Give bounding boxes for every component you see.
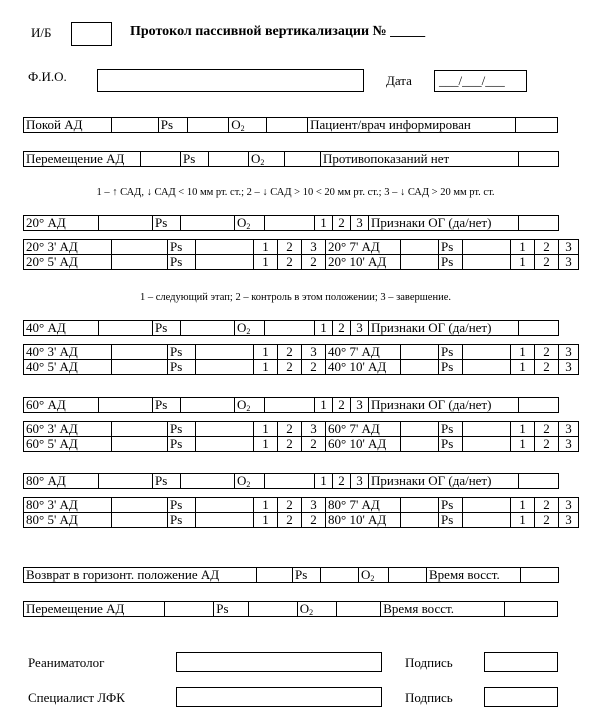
ps-cell-right[interactable] bbox=[463, 513, 511, 528]
option-b[interactable]: 2 bbox=[278, 422, 302, 437]
bp-cell-left[interactable] bbox=[112, 437, 168, 452]
option-a[interactable]: 1 bbox=[254, 422, 278, 437]
ib-number-field[interactable] bbox=[71, 22, 112, 46]
bp-cell-right[interactable] bbox=[401, 345, 439, 360]
return-bp-cell[interactable] bbox=[257, 568, 293, 583]
orthostatic-signs-label: Признаки ОГ (да/нет) bbox=[369, 321, 519, 336]
time-label-left: 60° 3' АД bbox=[24, 422, 112, 437]
date-placeholder: ___/___/___ bbox=[439, 73, 505, 88]
bp-cell-left[interactable] bbox=[112, 240, 168, 255]
return-label: Возврат в горизонт. положение АД bbox=[24, 568, 257, 583]
option-c[interactable]: 2 bbox=[302, 437, 326, 452]
option-c[interactable]: 2 bbox=[302, 360, 326, 375]
option-d[interactable]: 1 bbox=[511, 255, 535, 270]
return-recovery-label: Время восст. bbox=[427, 568, 521, 583]
bp-cell-right[interactable] bbox=[401, 513, 439, 528]
ps-cell-left[interactable] bbox=[196, 498, 254, 513]
option-2[interactable]: 2 bbox=[333, 216, 351, 231]
bp-cell-right[interactable] bbox=[401, 360, 439, 375]
bp-cell-left[interactable] bbox=[112, 360, 168, 375]
time-label-right: 40° 7' АД bbox=[326, 345, 401, 360]
orthostatic-signs-label: Признаки ОГ (да/нет) bbox=[369, 216, 519, 231]
option-d[interactable]: 1 bbox=[511, 437, 535, 452]
angle-label: 80° АД bbox=[24, 474, 99, 489]
rest-o2-cell[interactable] bbox=[266, 118, 307, 133]
option-1[interactable]: 1 bbox=[315, 474, 333, 489]
angle-bp-cell[interactable] bbox=[99, 321, 153, 336]
option-3[interactable]: 3 bbox=[351, 321, 369, 336]
ps-cell-left[interactable] bbox=[196, 240, 254, 255]
move2-label: Перемещение АД bbox=[24, 602, 165, 617]
time-label-left: 40° 5' АД bbox=[24, 360, 112, 375]
ps-label-left: Ps bbox=[168, 498, 196, 513]
option-3[interactable]: 3 bbox=[351, 216, 369, 231]
ps-label-right: Ps bbox=[439, 513, 463, 528]
ps-cell-right[interactable] bbox=[463, 422, 511, 437]
angle-time-table bbox=[23, 239, 579, 270]
time-label-right: 80° 7' АД bbox=[326, 498, 401, 513]
option-f[interactable]: 3 bbox=[559, 513, 579, 528]
option-e[interactable]: 2 bbox=[535, 513, 559, 528]
move2-o2-label: $O_2$ bbox=[297, 602, 336, 617]
option-a[interactable]: 1 bbox=[254, 345, 278, 360]
ib-label: И/Б bbox=[31, 25, 52, 40]
option-d[interactable]: 1 bbox=[511, 498, 535, 513]
move-table bbox=[23, 151, 559, 167]
rest-label: Покой АД bbox=[24, 118, 112, 133]
option-e[interactable]: 2 bbox=[535, 345, 559, 360]
time-label-right: 20° 10' АД bbox=[326, 255, 401, 270]
ps-label-right: Ps bbox=[439, 345, 463, 360]
option-2[interactable]: 2 bbox=[333, 321, 351, 336]
ps-cell[interactable] bbox=[181, 321, 235, 336]
move2-ps-label: Ps bbox=[214, 602, 248, 617]
ps-cell-right[interactable] bbox=[463, 360, 511, 375]
ps-cell-right[interactable] bbox=[463, 498, 511, 513]
role-label-lfk: Специалист ЛФК bbox=[28, 690, 125, 705]
ps-label: Ps bbox=[153, 216, 181, 231]
option-d[interactable]: 1 bbox=[511, 345, 535, 360]
angle-top-table bbox=[23, 473, 559, 489]
ps-label-right: Ps bbox=[439, 360, 463, 375]
bp-cell-left[interactable] bbox=[112, 255, 168, 270]
bp-cell-right[interactable] bbox=[401, 255, 439, 270]
move-label: Перемещение АД bbox=[24, 152, 141, 167]
ps-cell[interactable] bbox=[181, 474, 235, 489]
option-3[interactable]: 3 bbox=[351, 398, 369, 413]
ps-cell[interactable] bbox=[181, 216, 235, 231]
option-b[interactable]: 2 bbox=[278, 437, 302, 452]
angle-time-table bbox=[23, 497, 579, 528]
bp-cell-right[interactable] bbox=[401, 437, 439, 452]
option-a[interactable]: 1 bbox=[254, 498, 278, 513]
page-title: Протокол пассивной вертикализации № _____ bbox=[130, 24, 426, 39]
option-d[interactable]: 1 bbox=[511, 240, 535, 255]
ps-label-right: Ps bbox=[439, 498, 463, 513]
ps-label-right: Ps bbox=[439, 240, 463, 255]
ps-label: Ps bbox=[153, 398, 181, 413]
option-d[interactable]: 1 bbox=[511, 422, 535, 437]
ps-label-left: Ps bbox=[168, 240, 196, 255]
return-o2-cell[interactable] bbox=[389, 568, 427, 583]
move2-recovery-cell[interactable] bbox=[505, 602, 558, 617]
signature-label: Подпись bbox=[405, 690, 453, 705]
orthostatic-signs-cell[interactable] bbox=[519, 216, 559, 231]
option-1[interactable]: 1 bbox=[315, 321, 333, 336]
option-b[interactable]: 2 bbox=[278, 513, 302, 528]
time-label-right: 60° 10' АД bbox=[326, 437, 401, 452]
move2-bp-cell[interactable] bbox=[165, 602, 214, 617]
bp-cell-left[interactable] bbox=[112, 498, 168, 513]
legend-note-bp: 1 – ↑ САД, ↓ САД < 10 мм рт. ст.; 2 – ↓ САД > 10 < 20 мм рт. ст.; 3 – ↓ САД > 20 мм рт. ст. bbox=[96, 187, 495, 198]
ps-label-left: Ps bbox=[168, 437, 196, 452]
angle-time-table bbox=[23, 344, 579, 375]
ps-label-left: Ps bbox=[168, 255, 196, 270]
bp-cell-right[interactable] bbox=[401, 240, 439, 255]
return-ps-cell[interactable] bbox=[321, 568, 359, 583]
option-2[interactable]: 2 bbox=[333, 398, 351, 413]
ps-cell-left[interactable] bbox=[196, 360, 254, 375]
ps-cell-left[interactable] bbox=[196, 345, 254, 360]
ps-label-left: Ps bbox=[168, 513, 196, 528]
move-status-label: Противопоказаний нет bbox=[321, 152, 519, 167]
option-e[interactable]: 2 bbox=[535, 360, 559, 375]
option-f[interactable]: 3 bbox=[559, 422, 579, 437]
move2-o2-cell[interactable] bbox=[337, 602, 381, 617]
time-label-left: 80° 3' АД bbox=[24, 498, 112, 513]
move-bp-cell[interactable] bbox=[141, 152, 181, 167]
bp-cell-left[interactable] bbox=[112, 345, 168, 360]
time-label-left: 80° 5' АД bbox=[24, 513, 112, 528]
option-3[interactable]: 3 bbox=[351, 474, 369, 489]
angle-label: 60° АД bbox=[24, 398, 99, 413]
angle-bp-cell[interactable] bbox=[99, 398, 153, 413]
orthostatic-signs-label: Признаки ОГ (да/нет) bbox=[369, 398, 519, 413]
time-label-left: 20° 3' АД bbox=[24, 240, 112, 255]
bp-cell-right[interactable] bbox=[401, 498, 439, 513]
option-a[interactable]: 1 bbox=[254, 255, 278, 270]
angle-top-table bbox=[23, 320, 559, 336]
move-status-cell[interactable] bbox=[519, 152, 559, 167]
ps-cell-right[interactable] bbox=[463, 240, 511, 255]
bp-cell-right[interactable] bbox=[401, 422, 439, 437]
angle-label: 40° АД bbox=[24, 321, 99, 336]
move-ps-cell[interactable] bbox=[209, 152, 249, 167]
option-b[interactable]: 2 bbox=[278, 498, 302, 513]
move2-ps-cell[interactable] bbox=[248, 602, 297, 617]
fio-field[interactable] bbox=[97, 69, 364, 92]
option-f[interactable]: 3 bbox=[559, 360, 579, 375]
rest-o2-label: $O_2$ bbox=[229, 118, 266, 133]
option-b[interactable]: 2 bbox=[278, 240, 302, 255]
option-a[interactable]: 1 bbox=[254, 360, 278, 375]
option-e[interactable]: 2 bbox=[535, 498, 559, 513]
o2-cell[interactable] bbox=[265, 321, 315, 336]
o2-cell[interactable] bbox=[265, 216, 315, 231]
orthostatic-signs-cell[interactable] bbox=[519, 321, 559, 336]
time-label-left: 20° 5' АД bbox=[24, 255, 112, 270]
o2-label: $O_2$ bbox=[235, 474, 265, 489]
option-f[interactable]: 3 bbox=[559, 437, 579, 452]
rest-table bbox=[23, 117, 558, 133]
ps-label-left: Ps bbox=[168, 360, 196, 375]
ps-cell-left[interactable] bbox=[196, 255, 254, 270]
ps-label: Ps bbox=[153, 321, 181, 336]
ps-cell-left[interactable] bbox=[196, 513, 254, 528]
option-a[interactable]: 1 bbox=[254, 240, 278, 255]
option-c[interactable]: 3 bbox=[302, 345, 326, 360]
move2-table bbox=[23, 601, 558, 617]
orthostatic-signs-label: Признаки ОГ (да/нет) bbox=[369, 474, 519, 489]
angle-label: 20° АД bbox=[24, 216, 99, 231]
option-f[interactable]: 3 bbox=[559, 240, 579, 255]
option-d[interactable]: 1 bbox=[511, 513, 535, 528]
option-b[interactable]: 2 bbox=[278, 255, 302, 270]
o2-cell[interactable] bbox=[265, 474, 315, 489]
option-2[interactable]: 2 bbox=[333, 474, 351, 489]
option-a[interactable]: 1 bbox=[254, 437, 278, 452]
o2-cell[interactable] bbox=[265, 398, 315, 413]
option-c[interactable]: 2 bbox=[302, 255, 326, 270]
ps-cell-left[interactable] bbox=[196, 422, 254, 437]
move-o2-label: $O_2$ bbox=[249, 152, 285, 167]
option-e[interactable]: 2 bbox=[535, 255, 559, 270]
return-table bbox=[23, 567, 559, 583]
ps-label-left: Ps bbox=[168, 345, 196, 360]
angle-bp-cell[interactable] bbox=[99, 474, 153, 489]
ps-label-right: Ps bbox=[439, 255, 463, 270]
time-label-left: 60° 5' АД bbox=[24, 437, 112, 452]
option-1[interactable]: 1 bbox=[315, 398, 333, 413]
move-ps-label: Ps bbox=[181, 152, 209, 167]
move2-recovery-label: Время восст. bbox=[381, 602, 505, 617]
ps-label-right: Ps bbox=[439, 437, 463, 452]
o2-label: $O_2$ bbox=[235, 321, 265, 336]
time-label-right: 60° 7' АД bbox=[326, 422, 401, 437]
rest-ps-cell[interactable] bbox=[187, 118, 228, 133]
option-e[interactable]: 2 bbox=[535, 437, 559, 452]
o2-label: $O_2$ bbox=[235, 216, 265, 231]
move-o2-cell[interactable] bbox=[285, 152, 321, 167]
date-field[interactable] bbox=[434, 70, 527, 92]
ps-label-left: Ps bbox=[168, 422, 196, 437]
option-c[interactable]: 3 bbox=[302, 498, 326, 513]
rest-bp-cell[interactable] bbox=[112, 118, 159, 133]
bp-cell-left[interactable] bbox=[112, 513, 168, 528]
option-1[interactable]: 1 bbox=[315, 216, 333, 231]
lfk-name-field[interactable] bbox=[176, 687, 382, 707]
signature-label: Подпись bbox=[405, 655, 453, 670]
reanimatologist-name-field[interactable] bbox=[176, 652, 382, 672]
ps-cell[interactable] bbox=[181, 398, 235, 413]
rest-ps-label: Ps bbox=[158, 118, 187, 133]
date-label: Дата bbox=[386, 73, 412, 88]
legend-note-action: 1 – следующий этап; 2 – контроль в этом положении; 3 – завершение. bbox=[139, 292, 451, 303]
time-label-right: 20° 7' АД bbox=[326, 240, 401, 255]
ps-label: Ps bbox=[153, 474, 181, 489]
ps-cell-right[interactable] bbox=[463, 255, 511, 270]
angle-top-table bbox=[23, 215, 559, 231]
angle-bp-cell[interactable] bbox=[99, 216, 153, 231]
option-f[interactable]: 3 bbox=[559, 498, 579, 513]
option-d[interactable]: 1 bbox=[511, 360, 535, 375]
fio-label: Ф.И.О. bbox=[28, 69, 67, 84]
option-a[interactable]: 1 bbox=[254, 513, 278, 528]
option-c[interactable]: 3 bbox=[302, 422, 326, 437]
bp-cell-left[interactable] bbox=[112, 422, 168, 437]
option-f[interactable]: 3 bbox=[559, 345, 579, 360]
o2-label: $O_2$ bbox=[235, 398, 265, 413]
option-c[interactable]: 2 bbox=[302, 513, 326, 528]
role-label-reanimatologist: Реаниматолог bbox=[28, 655, 105, 670]
option-e[interactable]: 2 bbox=[535, 422, 559, 437]
time-label-left: 40° 3' АД bbox=[24, 345, 112, 360]
return-recovery-cell[interactable] bbox=[521, 568, 559, 583]
ps-cell-right[interactable] bbox=[463, 437, 511, 452]
return-o2-label: $O_2$ bbox=[359, 568, 389, 583]
time-label-right: 80° 10' АД bbox=[326, 513, 401, 528]
option-f[interactable]: 3 bbox=[559, 255, 579, 270]
lfk-signature-field[interactable] bbox=[484, 687, 558, 707]
angle-top-table bbox=[23, 397, 559, 413]
time-label-right: 40° 10' АД bbox=[326, 360, 401, 375]
reanimatologist-signature-field[interactable] bbox=[484, 652, 558, 672]
orthostatic-signs-cell[interactable] bbox=[519, 398, 559, 413]
rest-status-cell[interactable] bbox=[516, 118, 558, 133]
return-ps-label: Ps bbox=[293, 568, 321, 583]
ps-label-right: Ps bbox=[439, 422, 463, 437]
ps-cell-right[interactable] bbox=[463, 345, 511, 360]
ps-cell-left[interactable] bbox=[196, 437, 254, 452]
option-e[interactable]: 2 bbox=[535, 240, 559, 255]
option-c[interactable]: 3 bbox=[302, 240, 326, 255]
rest-status-label: Пациент/врач информирован bbox=[308, 118, 516, 133]
option-b[interactable]: 2 bbox=[278, 360, 302, 375]
angle-time-table bbox=[23, 421, 579, 452]
orthostatic-signs-cell[interactable] bbox=[519, 474, 559, 489]
option-b[interactable]: 2 bbox=[278, 345, 302, 360]
